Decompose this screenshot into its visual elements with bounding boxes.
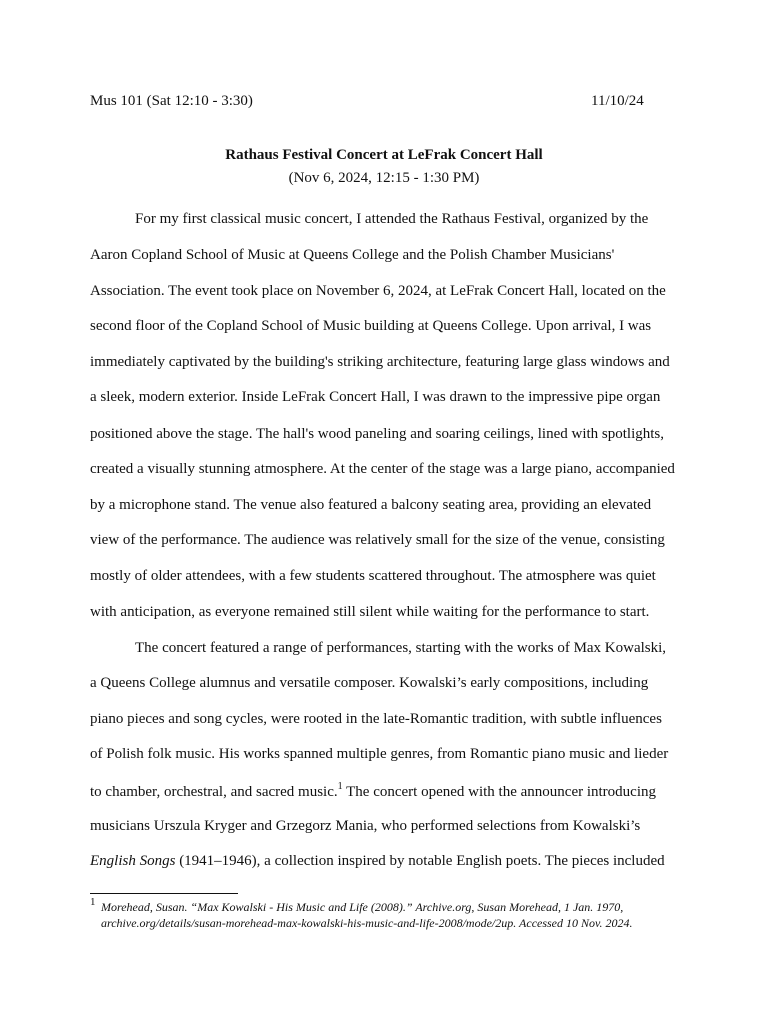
paragraph-1-line: with anticipation, as everyone remained still silent while waiting for the performance to start. xyxy=(90,604,650,620)
paragraph-1-line: second floor of the Copland School of Music building at Queens College. Upon arrival, I was xyxy=(90,318,652,334)
footnote-divider xyxy=(90,893,238,894)
paragraph-1-line: a sleek, modern exterior. Inside LeFrak Concert Hall, I was drawn to the impressive pipe organ xyxy=(90,389,661,405)
work-title: English Songs xyxy=(90,853,176,869)
paragraph-1-line: immediately captivated by the building's striking architecture, featuring large glass windows and xyxy=(90,354,670,370)
date-header: 11/10/24 xyxy=(591,93,644,109)
document-subtitle: (Nov 6, 2024, 12:15 - 1:30 PM) xyxy=(288,170,480,186)
footnote-reference[interactable]: 1 xyxy=(337,781,343,792)
footnote-mark: 1 xyxy=(90,896,96,908)
line-text: The concert opened with the announcer introducing xyxy=(342,784,657,800)
paragraph-2-line: of Polish folk music. His works spanned multiple genres, from Romantic piano music and lieder xyxy=(90,746,669,762)
document-title: Rathaus Festival Concert at LeFrak Concert Hall xyxy=(225,147,543,163)
line-text: (1941–1946), a collection inspired by notable English poets. The pieces included xyxy=(175,853,665,869)
paragraph-1-line: For my first classical music concert, I attended the Rathaus Festival, organized by the xyxy=(135,211,649,227)
paragraph-1-line: by a microphone stand. The venue also featured a balcony seating area, providing an elevated xyxy=(90,497,652,513)
paragraph-1-line: mostly of older attendees, with a few students scattered throughout. The atmosphere was quiet xyxy=(90,568,656,584)
line-text: to chamber, orchestral, and sacred music. xyxy=(90,784,338,800)
paragraph-2-line: piano pieces and song cycles, were rooted in the late-Romantic tradition, with subtle influences xyxy=(90,711,662,727)
course-header: Mus 101 (Sat 12:10 - 3:30) xyxy=(90,93,253,109)
paragraph-2-last-line xyxy=(90,853,665,870)
paragraph-2-line: The concert featured a range of performances, starting with the works of Max Kowalski, xyxy=(135,640,667,656)
paragraph-1-line: Association. The event took place on November 6, 2024, at LeFrak Concert Hall, located on the xyxy=(90,283,666,299)
paragraph-2-line: a Queens College alumnus and versatile composer. Kowalski’s early compositions, including xyxy=(90,675,649,691)
paragraph-1-line: view of the performance. The audience was relatively small for the size of the venue, consisting xyxy=(90,532,665,548)
footnote-text-line: archive.org/details/susan-morehead-max-kowalski-his-music-and-life-2008/mode/2up. Accessed 10 Nov. 2024. xyxy=(101,916,633,930)
paragraph-1-line: positioned above the stage. The hall's wood paneling and soaring ceilings, lined with spotlights, xyxy=(90,426,664,442)
footnote-text-line: Morehead, Susan. “Max Kowalski - His Music and Life (2008).” Archive.org, Susan Morehead, 1 Jan. 1970, xyxy=(101,900,624,914)
paragraph-2-line: musicians Urszula Kryger and Grzegorz Mania, who performed selections from Kowalski’s xyxy=(90,818,641,834)
paragraph-1-line: Aaron Copland School of Music at Queens College and the Polish Chamber Musicians' xyxy=(90,247,615,263)
paragraph-1-line: created a visually stunning atmosphere. At the center of the stage was a large piano, accompanied xyxy=(90,461,675,477)
paragraph-2-footnote-line xyxy=(90,782,656,801)
